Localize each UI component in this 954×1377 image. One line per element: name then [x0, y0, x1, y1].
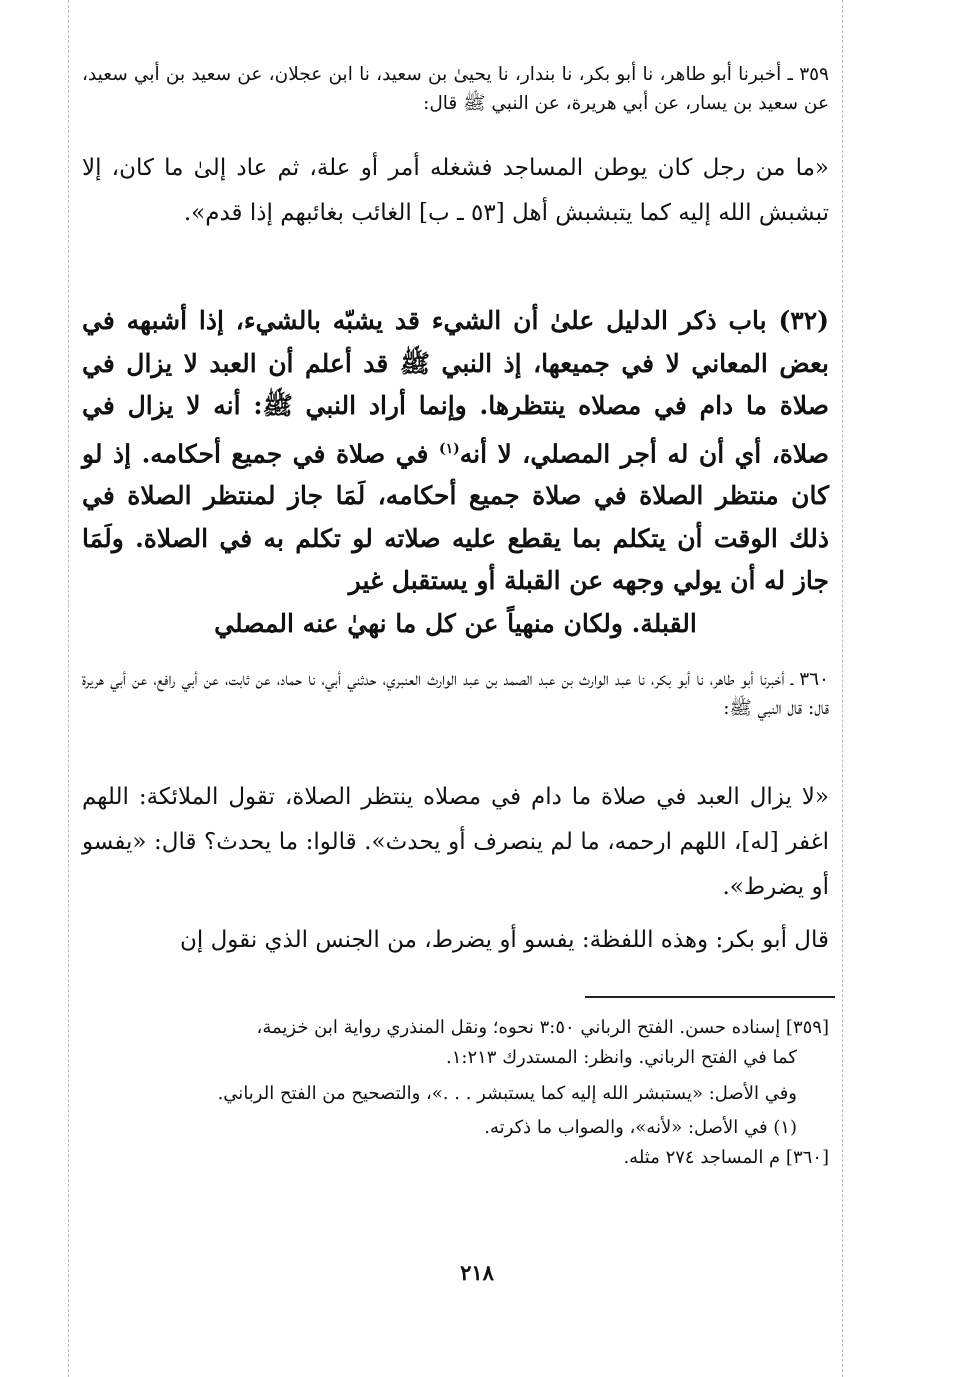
footnote-1: (١) في الأصل: «لأنه»، والصواب ما ذكرته.	[484, 1117, 797, 1138]
footnote-360: [٣٦٠] م المساجد ٢٧٤ مثله.	[623, 1147, 829, 1168]
scan-guide-right	[842, 0, 843, 1377]
scan-guide-left	[68, 0, 69, 1377]
hadith-360-isnad: ٣٦٠ ـ أخبرنا أبو طاهر، نا أبو بكر، نا عبد الوارث بن عبد الصمد بن عبد الوارث العنبري، حدثني أبي، نا حماد، عن ثابت، عن أبي رافع، عن أبي هريرة قال: قال النبي ﷺ:	[82, 669, 829, 719]
footnote-359-line2: كما في الفتح الرباني. وانظر: المستدرك ١:٢١٣.	[446, 1047, 797, 1068]
footnote-separator	[585, 996, 835, 998]
commentary: قال أبو بكر: وهذه اللفظة: يفسو أو يضرط، من الجنس الذي نقول إن	[180, 927, 829, 953]
footnotes	[82, 1013, 829, 1173]
chapter-32-heading	[82, 300, 829, 645]
chapter-32-text-cont: في صلاة في جميع أحكامه. إذ لو كان منتظر الصلاة في صلاة جميع أحكامه، لَمَا جاز لمنتظر الصلاة في ذلك الوقت أن يتكلم بما يقطع عليه صلاته لو تكلم به في الصلاة. ولَمَا جاز له أن يولي وجهه عن القبلة أو يستقبل غير	[82, 438, 830, 596]
page-number: ٢١٨	[460, 1260, 494, 1285]
hadith-360-matn: «لا يزال العبد في صلاة ما دام في مصلاه ينتظر الصلاة، تقول الملائكة: اللهم اغفر [له]، اللهم ارحمه، ما لم ينصرف أو يحدث». قالوا: ما يحدث؟ قال: «يفسو أو يضرط».	[82, 784, 829, 900]
footnote-359-line1: [٣٥٩] إسناده حسن. الفتح الرباني ٣:٥٠ نحوه؛ ونقل المنذري رواية ابن خزيمة،	[256, 1017, 829, 1038]
hadith-359-isnad: ٣٥٩ ـ أخبرنا أبو طاهر، نا أبو بكر، نا بندار، نا يحيىٰ بن سعيد، نا ابن عجلان، عن سعيد بن أبي سعيد، عن سعيد بن يسار، عن أبي هريرة، عن النبي ﷺ قال:	[82, 64, 829, 114]
hadith-359-matn: «ما من رجل كان يوطن المساجد فشغله أمر أو علة، ثم عاد إلىٰ ما كان، إلا تبشبش الله إليه كما يتبشبش أهل [٥٣ ـ ب] الغائب بغائبهم إذا قدم».	[82, 155, 829, 226]
footnote-marker: (١)	[438, 440, 460, 457]
footnote-359-note: وفي الأصل: «يستبشر الله إليه كما يستبشر . . .»، والتصحيح من الفتح الرباني.	[217, 1083, 797, 1104]
chapter-32-text: (٣٢) باب ذكر الدليل علىٰ أن الشيء قد يشبّه بالشيء، إذا أشبهه في بعض المعاني لا في جميعها، إذ النبي ﷺ قد أعلم أن العبد لا يزال في صلاة ما دام في مصلاه ينتظرها. وإنما أراد النبي ﷺ: أنه لا يزال في صلاة، أي أن له أجر المصلي، لا أنه	[82, 306, 829, 468]
chapter-32-last-line: القبلة. ولكان منهياً عن كل ما نهيٰ عنه المصلي	[214, 608, 697, 638]
